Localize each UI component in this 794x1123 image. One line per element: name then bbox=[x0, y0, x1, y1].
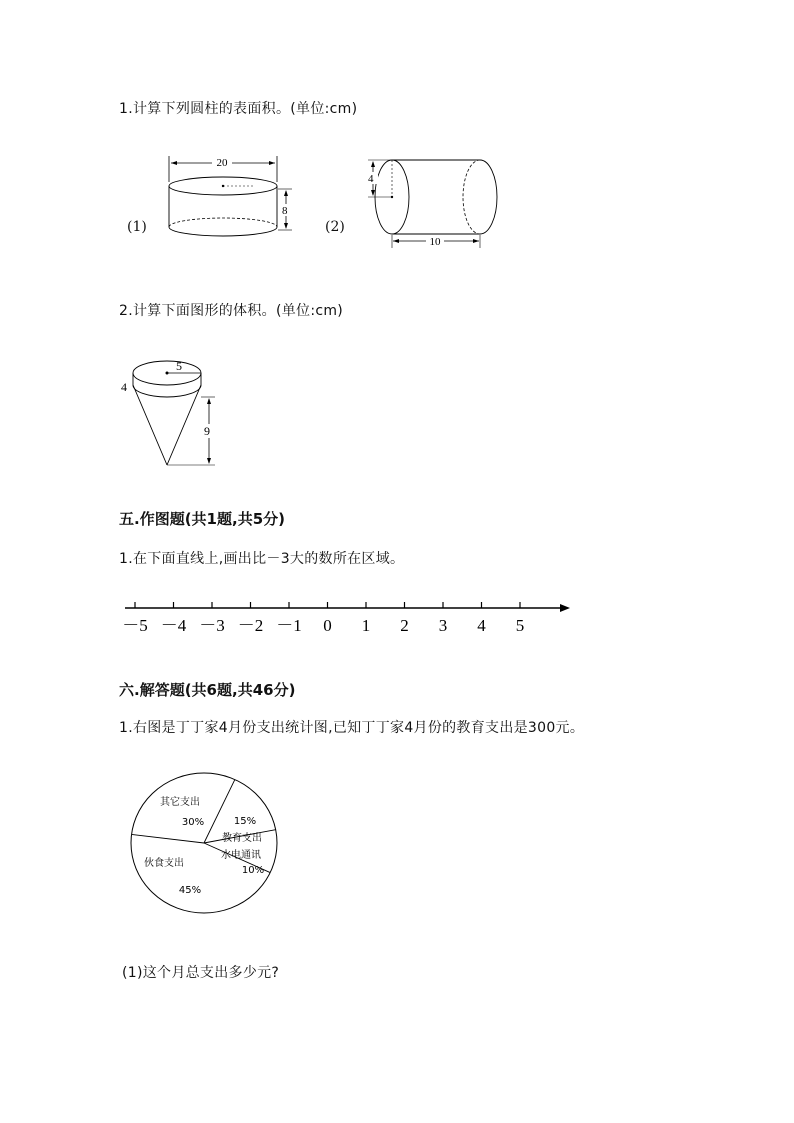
pie-slice-label: 其它支出 bbox=[160, 797, 200, 808]
figure-2-label: (2) bbox=[325, 219, 345, 235]
section-6-title: 六.解答题(共6题,共46分) bbox=[119, 681, 296, 699]
number-line-label: －5 bbox=[122, 616, 148, 635]
fig1-width-label: 20 bbox=[216, 157, 228, 169]
number-line-label: －1 bbox=[276, 616, 302, 635]
question-4-2-text: 2.计算下面图形的体积。(单位:cm) bbox=[119, 303, 344, 319]
pie-slice-value: 30% bbox=[181, 817, 205, 828]
number-line-label: 4 bbox=[477, 616, 486, 635]
number-line-label: 0 bbox=[323, 616, 332, 635]
number-line-label: －4 bbox=[160, 616, 187, 635]
number-line-label: 1 bbox=[361, 616, 371, 635]
number-line-label: －2 bbox=[237, 616, 264, 635]
pie-slice-value: 45% bbox=[178, 885, 202, 896]
cylinder-figure-2 bbox=[360, 152, 505, 252]
fig2-length-label: 10 bbox=[429, 236, 441, 248]
question-6-1-sub1: (1)这个月总支出多少元? bbox=[122, 965, 280, 981]
section-5-title: 五.作图题(共1题,共5分) bbox=[119, 510, 285, 528]
question-5-1-text: 1.在下面直线上,画出比－3大的数所在区域。 bbox=[119, 551, 405, 567]
pie-slice-value: 10% bbox=[241, 865, 265, 876]
pie-slice-label: 水电通讯 bbox=[221, 850, 261, 861]
number-line-label: 5 bbox=[515, 616, 525, 635]
question-4-1-text: 1.计算下列圆柱的表面积。(单位:cm) bbox=[119, 101, 358, 117]
arrow-right-icon bbox=[560, 604, 570, 612]
number-line-label: －3 bbox=[199, 616, 225, 635]
cyl-height-label: 4 bbox=[121, 380, 127, 394]
cylinder-cone-figure bbox=[115, 345, 225, 470]
fig2-height-label: 4 bbox=[368, 173, 374, 185]
pie-slice-label: 伙食支出 bbox=[144, 858, 184, 869]
cylinder-figure-1 bbox=[160, 150, 300, 250]
fig1-height-label: 8 bbox=[282, 205, 288, 217]
pie-slice-edge bbox=[132, 834, 204, 843]
pie-chart bbox=[120, 770, 290, 920]
number-line-label: 3 bbox=[438, 616, 448, 635]
cyl-radius-label: 5 bbox=[176, 359, 182, 373]
cone-height-label: 9 bbox=[204, 424, 210, 438]
pie-slice-value: 15% bbox=[233, 816, 257, 827]
pie-slice-label: 教育支出 bbox=[222, 833, 262, 844]
question-6-1-text: 1.右图是丁丁家4月份支出统计图,已知丁丁家4月份的教育支出是300元。 bbox=[119, 720, 585, 736]
number-line-label: 2 bbox=[400, 616, 409, 635]
figure-1-label: (1) bbox=[127, 219, 147, 235]
number-line bbox=[115, 595, 585, 645]
